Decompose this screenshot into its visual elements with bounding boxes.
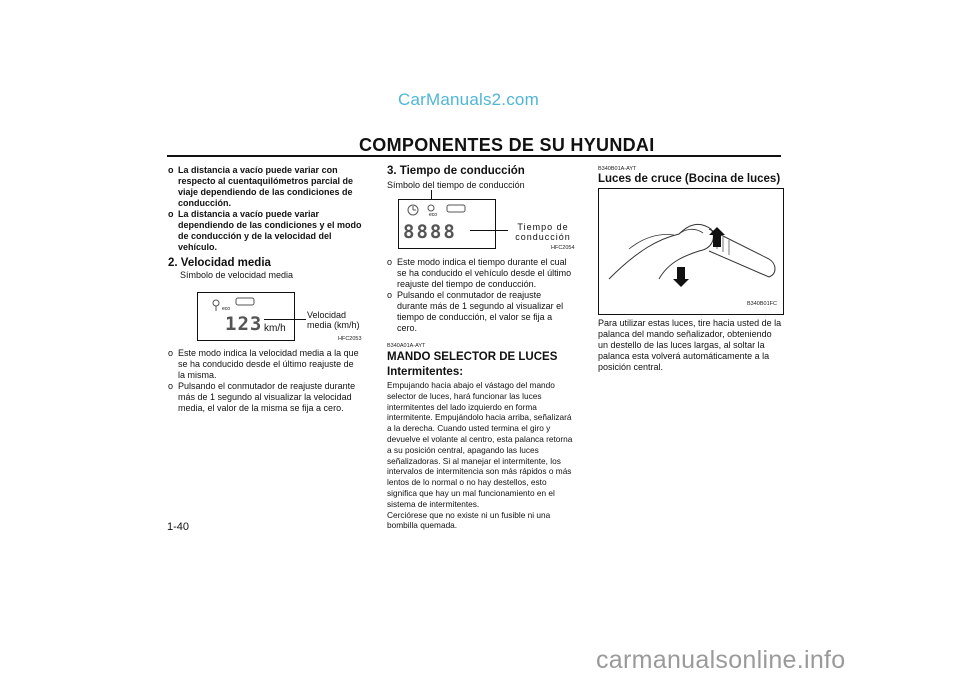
figure-code: B340B01FC [747, 301, 777, 307]
col1-notes [168, 165, 362, 253]
body-paragraph: Empujando hacia abajo el vástago del mando selector de luces, hará funcionar las luces intermitentes del lado izquierdo en forma intermitente. Empujándolo hacia arriba, señalizará a la derecha. Cuando usted termina el giro y devuelve el volante al centro, esta palanca retorna a su posición central, apagando las luces señalizadoras. Si al manejar el intermitente, los intervalos de intermitencia son más rápidos o más lentos de lo normal o no hay destellos, esto significa que hay un mal funcionamiento en el sistema de intermitentes. [387, 380, 573, 509]
figure-code: HFC2054 [551, 245, 575, 251]
col1-bullets [168, 348, 362, 414]
list-item: o Este modo indica la velocidad media a la que se ha conducido desde el último reajuste de la misma. [168, 348, 359, 380]
header-rule [167, 155, 781, 157]
figure-code: HFC2053 [338, 336, 362, 342]
callout-tiempo-conduccion: Tiempo de conducción [515, 222, 571, 242]
section-title-velocidad: 2. Velocidad media [168, 257, 271, 269]
avg-speed-display [197, 292, 295, 341]
list-item: o Este modo indica el tiempo durante el cual se ha conducido el vehículo desde el último reajuste del tiempo de conducción. [387, 257, 572, 289]
section-title-mando: MANDO SELECTOR DE LUCES [387, 351, 558, 363]
drive-time-digits: 8888 [403, 221, 457, 243]
body-paragraph: Cerciórese que no existe ni un fusible ni una bombilla quemada. [387, 509, 551, 531]
subtitle-intermitentes: Intermitentes: [387, 366, 464, 378]
page-number: 1-40 [167, 521, 190, 533]
luces-cruce-body: Para utilizar estas luces, tire hacia usted de la palanca del mando señalizador, obteniendo un destello de las luces largas, al soltar la palanca esta volverá automáticamente a la posición central. [598, 318, 782, 372]
avg-speed-digits: 123 [225, 313, 263, 335]
list-item: o Pulsando el conmutador de reajuste durante más de 1 segundo al visualizar la velocidad media, el valor de la misma se fija a cero. [168, 381, 356, 413]
ref-code: B340B01A-AYT [598, 166, 637, 172]
drive-time-display [398, 199, 496, 249]
page-header-title: COMPONENTES DE SU HYUNDAI [359, 135, 655, 155]
eco-label: eco [429, 212, 438, 218]
symbol-caption-tiempo: Símbolo del tiempo de conducción [387, 180, 525, 190]
symbol-caption-velocidad: Símbolo de velocidad media [180, 270, 294, 280]
callout-line [264, 319, 306, 320]
speed-unit: km/h [264, 323, 286, 334]
list-item: o La distancia a vacío puede variar dependiendo de las condiciones y el modo de conducción y de la velocidad del vehículo. [168, 209, 362, 252]
section-title-luces-cruce: Luces de cruce (Bocina de luces) [598, 173, 781, 185]
watermark-top: CarManuals2.com [398, 90, 539, 109]
watermark-bottom: carmanualsonline.info [596, 646, 846, 674]
section-title-tiempo: 3. Tiempo de conducción [387, 165, 525, 177]
callout-line [470, 230, 508, 231]
ref-code: B340A01A-AYT [387, 343, 426, 349]
lever-illustration [598, 188, 784, 315]
intermitentes-body [387, 380, 574, 531]
callout-velocidad-media: Velocidad media (km/h) [307, 310, 360, 330]
col2-bullets [387, 257, 574, 334]
hand-lever-drawing [599, 189, 783, 314]
list-item: o Pulsando el conmutador de reajuste durante más de 1 segundo al visualizar el tiempo de conducción, el valor se fija a cero. [387, 290, 564, 333]
eco-label: eco [222, 306, 231, 312]
list-item: o La distancia a vacío puede variar con respecto al cuentaquilómetros parcial de viaje dependiendo de las condiciones de conducción. [168, 165, 354, 208]
